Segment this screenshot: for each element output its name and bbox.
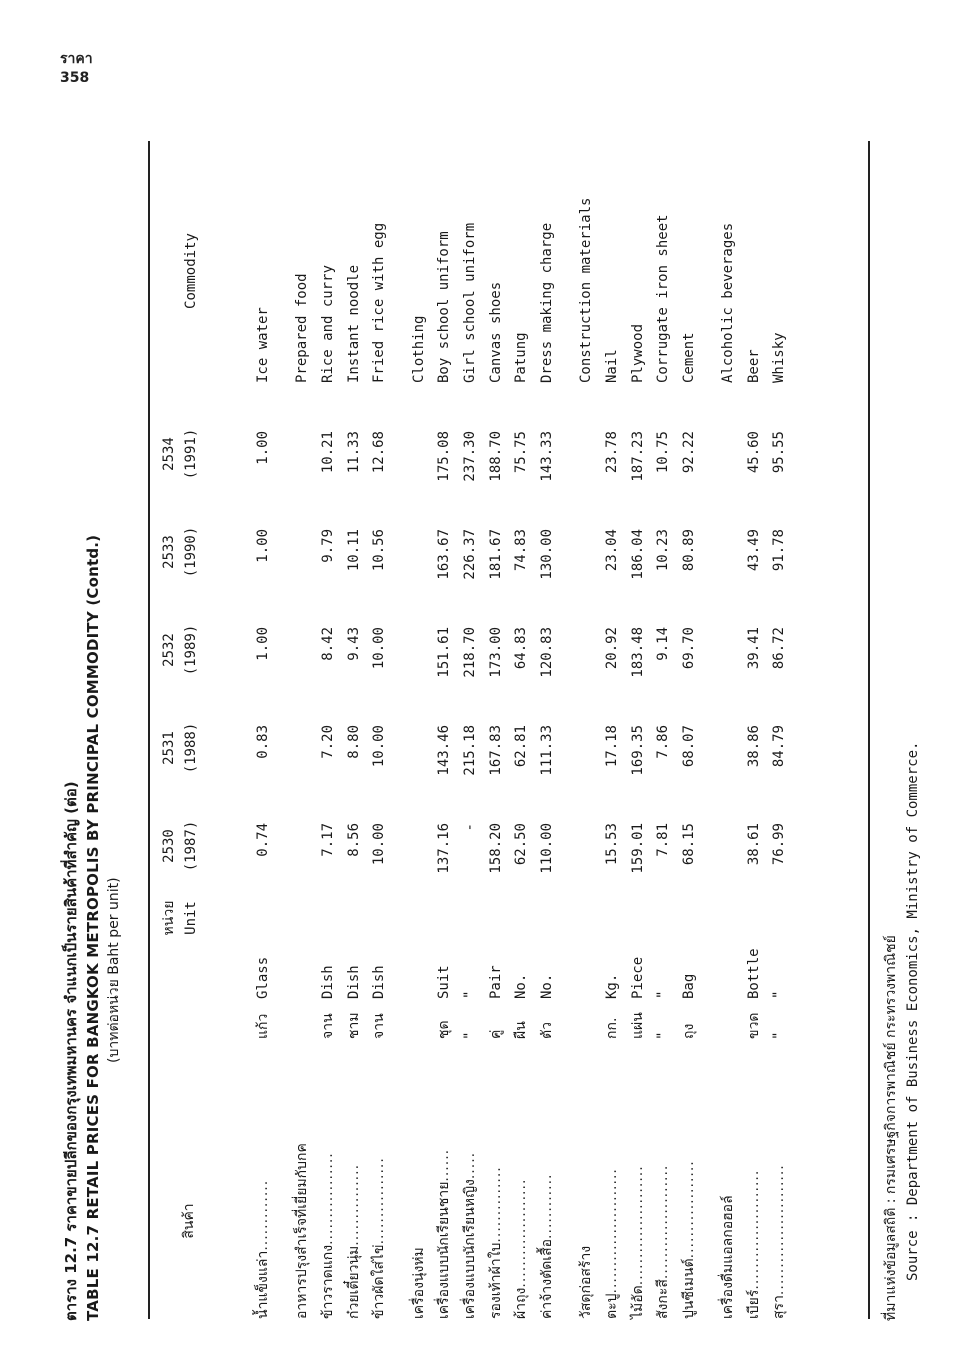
spacer-row (560, 153, 574, 1319)
header-commodity-thai: สินค้า (181, 1203, 197, 1239)
commodity-thai: ข้าวผัดใส่ไข่ (371, 1244, 388, 1319)
price-value: 10.21 (319, 431, 336, 474)
price-value: 68.15 (680, 823, 697, 866)
group-name-thai: วัสดุก่อสร้าง (578, 1245, 595, 1319)
price-value: 17.18 (603, 725, 620, 768)
unit-en: Glass (254, 956, 271, 999)
unit-en: No. (538, 973, 555, 999)
price-value: 111.33 (538, 725, 555, 776)
price-value: 0.83 (254, 725, 271, 759)
price-value: 186.04 (629, 529, 646, 580)
price-value: 8.42 (319, 627, 336, 661)
price-value: 43.49 (745, 529, 762, 572)
unit-thai: คู่ (487, 1029, 504, 1039)
commodity-thai: ผ้าถุง (513, 1287, 530, 1319)
unit-thai: กก. (603, 1017, 620, 1039)
unit-thai: จาน (371, 1013, 388, 1039)
commodity-thai-cell (250, 1039, 276, 1319)
commodity-thai: ข้าวราดแกง (319, 1244, 336, 1319)
price-value: 226.37 (461, 529, 478, 580)
price-value: 167.83 (487, 725, 504, 776)
table-row (341, 153, 367, 1319)
price-value: 38.61 (745, 823, 762, 866)
price-value: 10.75 (655, 431, 672, 474)
price-value: 80.89 (680, 529, 697, 572)
year-ce: (1989) (183, 624, 199, 676)
table-row (483, 153, 509, 1319)
commodity-en: Fried rice with egg (371, 222, 388, 383)
price-value: 163.67 (436, 529, 453, 580)
price-value: 92.22 (680, 431, 697, 474)
header-unit-en: Unit (183, 901, 199, 935)
price-value: 9.14 (655, 627, 672, 661)
price-value: 23.04 (603, 529, 620, 572)
group-gap-cell (406, 423, 432, 913)
group-name-en: Prepared food (294, 273, 311, 383)
commodity-thai: ปูนซีเมนต์ (680, 1258, 697, 1319)
price-value: 110.00 (538, 823, 555, 874)
commodity-thai-cell (483, 1039, 509, 1319)
spacer-cell (560, 153, 574, 1319)
unit-en: Kg. (603, 973, 620, 999)
header-year-2534 (158, 409, 202, 499)
price-table-body (250, 153, 792, 1319)
price-value: 95.55 (771, 431, 788, 474)
header-unit-thai: หน่วย (161, 900, 177, 936)
price-value: 215.18 (461, 725, 478, 776)
group-header-row (290, 153, 316, 1319)
unit-en: Dish (371, 965, 388, 999)
commodity-thai: เบียร์ (745, 1289, 762, 1319)
year-be: 2534 (161, 437, 177, 471)
header-commodity-en: Commodity (183, 233, 199, 309)
unit-en: " (461, 990, 478, 999)
price-value: 76.99 (771, 823, 788, 866)
unit-thai: " (771, 1032, 788, 1039)
commodity-thai-cell (341, 1039, 367, 1319)
price-value: 10.00 (371, 627, 388, 670)
group-name-thai: อาหารปรุงสำเร็จที่เยี่ยมกับกค (294, 1143, 311, 1319)
unit-en: Dish (319, 965, 336, 999)
price-value: 23.78 (603, 431, 620, 474)
year-ce: (1991) (183, 428, 199, 480)
table-row (315, 153, 341, 1319)
price-value: 1.00 (254, 529, 271, 563)
price-value: 7.20 (319, 725, 336, 759)
commodity-thai-cell (534, 1039, 560, 1319)
group-name-en: Clothing (410, 315, 427, 383)
unit-thai: " (461, 1032, 478, 1039)
leader-dots: .................. (680, 1160, 697, 1259)
source-note (880, 742, 924, 1321)
units-subtitle: (บาทต่อหน่วย Baht per unit) (106, 877, 122, 1063)
spacer-row (392, 153, 406, 1319)
commodity-thai: ก๋วยเตี๋ยวนุ่ม (345, 1245, 362, 1319)
table-row (676, 153, 702, 1319)
commodity-en: Nail (603, 349, 620, 383)
leader-dots: ............ (538, 1173, 555, 1239)
table-row (599, 153, 625, 1319)
price-value: 143.33 (538, 431, 555, 482)
price-value: 45.60 (745, 431, 762, 474)
price-value: 7.81 (655, 823, 672, 857)
year-ce: (1988) (183, 722, 199, 774)
unit-en: Bottle (745, 948, 762, 999)
unit-thai: ขวด (745, 1012, 762, 1039)
price-value: 183.48 (629, 627, 646, 678)
header-year-2530 (158, 801, 202, 891)
unit-thai: " (655, 1032, 672, 1039)
table-row (534, 153, 560, 1319)
commodity-thai-cell (508, 1039, 534, 1319)
commodity-en: Cement (680, 332, 697, 383)
commodity-en: Boy school uniform (436, 231, 453, 383)
group-name-en: Construction materials (578, 197, 595, 383)
table-row (767, 153, 793, 1319)
price-value: 64.83 (513, 627, 530, 670)
unit-en: " (771, 990, 788, 999)
leader-dots: ............. (254, 1179, 271, 1251)
commodity-thai: สุรา (771, 1295, 788, 1319)
commodity-en: Girl school uniform (461, 222, 478, 383)
price-value: 173.00 (487, 627, 504, 678)
group-gap-cell (716, 423, 742, 913)
unit-en: Piece (629, 956, 646, 999)
group-header-row (574, 153, 600, 1319)
commodity-thai-cell (676, 1039, 702, 1319)
commodity-en: Patung (513, 332, 530, 383)
unit-en: Pair (487, 965, 504, 999)
commodity-thai-cell (650, 1039, 676, 1319)
price-value: 86.72 (771, 627, 788, 670)
price-value: 9.79 (319, 529, 336, 563)
year-ce: (1990) (183, 526, 199, 578)
header-year-2533 (158, 507, 202, 597)
header-year-2532 (158, 605, 202, 695)
spacer-cell (392, 153, 406, 1319)
unit-en: Bag (680, 973, 697, 999)
price-value: 137.16 (436, 823, 453, 874)
price-value: 84.79 (771, 725, 788, 768)
price-value: 10.00 (371, 823, 388, 866)
table-row (625, 153, 651, 1319)
group-name-thai: เครื่องนุ่งห่ม (410, 1247, 427, 1319)
title-english: TABLE 12.7 RETAIL PRICES FOR BANGKOK METROPOLIS BY PRINCIPAL COMMODITY (Contd.) (84, 534, 102, 1321)
leader-dots: ..................... (655, 1164, 672, 1280)
commodity-thai: ตะปู (603, 1293, 620, 1319)
commodity-thai-cell (432, 1039, 458, 1319)
commodity-en: Rice and curry (319, 264, 336, 383)
price-value: 181.67 (487, 529, 504, 580)
unit-thai: ถุง (680, 1023, 697, 1039)
commodity-thai: ค่าจ้างตัดเสื้อ (538, 1238, 555, 1319)
table-row (508, 153, 534, 1319)
commodity-thai-cell (625, 1039, 651, 1319)
leader-dots: ..... (461, 1151, 478, 1180)
price-value: 91.78 (771, 529, 788, 572)
leader-dots: .................... (513, 1178, 530, 1288)
year-be: 2533 (161, 535, 177, 569)
spacer-cell (276, 153, 290, 1319)
commodity-thai: ไม้อัด (629, 1285, 646, 1319)
unit-thai: ชาม (345, 1012, 362, 1039)
page-section: ราคา (60, 51, 93, 67)
price-value: 218.70 (461, 627, 478, 678)
header-year-2531 (158, 703, 202, 793)
price-value: 0.74 (254, 823, 271, 857)
unit-thai: ชุด (436, 1020, 453, 1039)
price-value: 143.46 (436, 725, 453, 776)
price-value: 120.83 (538, 627, 555, 678)
commodity-en: Corrugate iron sheet (655, 214, 672, 383)
price-value: 68.07 (680, 725, 697, 768)
page-number: 358 (60, 70, 90, 86)
leader-dots: ...................... (629, 1165, 646, 1286)
year-ce: (1987) (183, 820, 199, 872)
group-name-en: Alcoholic beverages (720, 222, 737, 383)
spacer-cell (702, 153, 716, 1319)
unit-thai: จาน (319, 1013, 336, 1039)
price-value: 151.61 (436, 627, 453, 678)
unit-en: Suit (436, 965, 453, 999)
unit-thai: ผืน (513, 1021, 530, 1039)
commodity-thai: เครื่องแบบนักเรียนหญิง (461, 1179, 478, 1319)
commodity-thai-cell (599, 1039, 625, 1319)
price-value: 1.00 (254, 431, 271, 465)
commodity-thai-cell (767, 1039, 793, 1319)
unit-en: Dish (345, 965, 362, 999)
price-value: 75.75 (513, 431, 530, 474)
leader-dots: ............... (345, 1163, 362, 1246)
price-value: 38.86 (745, 725, 762, 768)
price-value: 7.86 (655, 725, 672, 759)
commodity-thai-cell (366, 1039, 392, 1319)
price-value: 11.33 (345, 431, 362, 474)
price-value: 10.11 (345, 529, 362, 572)
price-value: 1.00 (254, 627, 271, 661)
year-be: 2530 (161, 829, 177, 863)
price-value: 15.53 (603, 823, 620, 866)
leader-dots: ....................... (603, 1168, 620, 1294)
price-value: 8.56 (345, 823, 362, 857)
commodity-thai: น้ำแข็งแล่า (254, 1250, 271, 1319)
spacer-row (702, 153, 716, 1319)
commodity-en: Plywood (629, 323, 646, 383)
price-value: 10.00 (371, 725, 388, 768)
source-thai: ที่มาแห่งข้อมูลสถิติ : กรมเศรษฐกิจการพาณิชย์ กระทรวงพาณิชย์ (883, 935, 899, 1321)
table-row (650, 153, 676, 1319)
price-value: 169.35 (629, 725, 646, 776)
table-row (741, 153, 767, 1319)
price-value: 9.43 (345, 627, 362, 661)
group-header-row (406, 153, 432, 1319)
unit-thai: แผ่น (629, 1012, 646, 1039)
leader-dots: ...... (436, 1148, 453, 1182)
commodity-en: Canvas shoes (487, 281, 504, 383)
price-value: 62.50 (513, 823, 530, 866)
commodity-en: Dress making charge (538, 222, 555, 383)
price-value: 39.41 (745, 627, 762, 670)
commodity-thai: รองเท้าผ้าใบ (487, 1242, 504, 1319)
table-row (250, 153, 276, 1319)
commodity-en: Beer (745, 349, 762, 383)
price-value: 10.23 (655, 529, 672, 572)
price-value: 10.56 (371, 529, 388, 572)
group-name-thai: เครื่องดื่มแอลกอฮอล์ (720, 1195, 737, 1319)
commodity-en: Instant noodle (345, 264, 362, 383)
year-be: 2531 (161, 731, 177, 765)
price-value: 188.70 (487, 431, 504, 482)
price-value: - (461, 823, 478, 832)
price-value: 7.17 (319, 823, 336, 857)
commodity-thai-cell (315, 1039, 341, 1319)
top-rule (148, 141, 150, 1319)
leader-dots: ........................ (771, 1164, 788, 1296)
group-gap-cell (574, 423, 600, 913)
price-value: 237.30 (461, 431, 478, 482)
price-value: 175.08 (436, 431, 453, 482)
group-gap-cell (290, 423, 316, 913)
spacer-row (276, 153, 290, 1319)
unit-thai: ตัว (538, 1022, 555, 1039)
table-row (432, 153, 458, 1319)
price-value: 159.01 (629, 823, 646, 874)
commodity-thai: สังกะสี (655, 1279, 672, 1319)
price-value: 12.68 (371, 431, 388, 474)
price-value: 20.92 (603, 627, 620, 670)
year-be: 2532 (161, 633, 177, 667)
title-thai: ตาราง 12.7 ราคาขายปลีกของกรุงเทพมหานคร จำแนกเป็นรายสินค้าที่สำคัญ (ต่อ) (62, 781, 80, 1321)
unit-en: " (655, 990, 672, 999)
commodity-thai-cell (457, 1039, 483, 1319)
commodity-thai-cell (741, 1039, 767, 1319)
unit-thai: แก้ว (254, 1013, 271, 1039)
commodity-en: Ice water (254, 307, 271, 383)
bottom-rule (868, 141, 870, 1319)
price-value: 62.81 (513, 725, 530, 768)
unit-en: No. (513, 973, 530, 999)
group-header-row (716, 153, 742, 1319)
source-english: Source : Department of Business Economics, Ministry of Commerce. (905, 741, 921, 1281)
price-value: 69.70 (680, 627, 697, 670)
title-block (60, 221, 124, 1321)
price-value: 158.20 (487, 823, 504, 874)
price-table (250, 153, 792, 1319)
table-row (457, 153, 483, 1319)
leader-dots: ................. (319, 1152, 336, 1245)
commodity-en: Whisky (771, 332, 788, 383)
leader-dots: .............. (487, 1166, 504, 1243)
table-row (366, 153, 392, 1319)
price-value: 74.83 (513, 529, 530, 572)
leader-dots: ................ (371, 1157, 388, 1245)
leader-dots: ...................... (745, 1169, 762, 1290)
price-value: 130.00 (538, 529, 555, 580)
price-value: 187.23 (629, 431, 646, 482)
commodity-thai: เครื่องแบบนักเรียนชาย (436, 1181, 453, 1319)
price-value: 8.80 (345, 725, 362, 759)
